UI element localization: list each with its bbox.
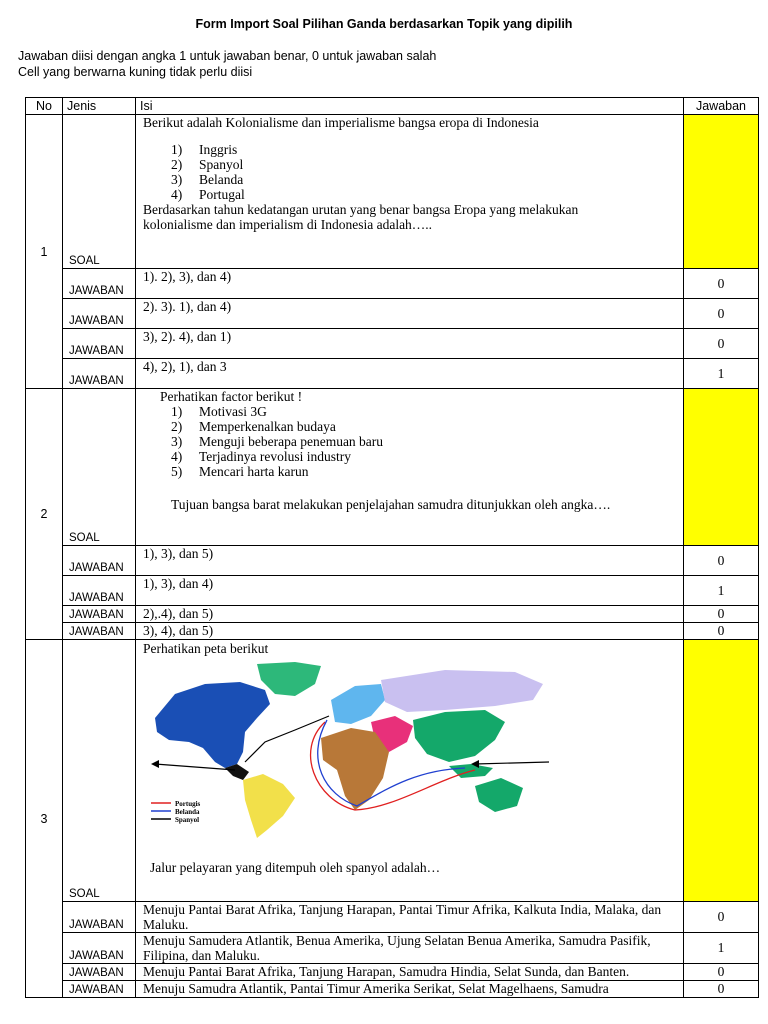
table-row xyxy=(26,576,759,606)
answer-option-text: 3), 2). 4), dan 1) xyxy=(136,329,684,359)
table-row xyxy=(26,299,759,329)
question-options-list xyxy=(171,142,683,202)
list-item: 3) Menguji beberapa penemuan baru xyxy=(171,434,384,449)
row-type-soal: SOAL xyxy=(63,115,136,269)
answer-option-text: Menuju Samudra Atlantik, Pantai Timur Amerika Serikat, Selat Magelhaens, Samudra xyxy=(136,981,684,998)
table-row xyxy=(26,546,759,576)
question-text xyxy=(136,640,684,902)
instruction-note-2: Cell yang berwarna kuning tidak perlu diisi xyxy=(18,65,253,79)
row-type-jawaban: JAWABAN xyxy=(63,576,136,606)
row-type-jawaban: JAWABAN xyxy=(63,981,136,998)
row-type-jawaban: JAWABAN xyxy=(63,269,136,299)
table-row xyxy=(26,933,759,964)
question-intro: Berikut adalah Kolonialisme dan imperialisme bangsa eropa di Indonesia xyxy=(143,115,539,130)
answer-value[interactable]: 0 xyxy=(684,546,759,576)
list-item: 4) Terjadinya revolusi industry xyxy=(171,449,352,464)
table-row xyxy=(26,269,759,299)
row-type-jawaban: JAWABAN xyxy=(63,964,136,981)
table-row xyxy=(26,606,759,623)
legend-label-portugis: Portugis xyxy=(175,800,201,808)
answer-option-text: Menuju Samudera Atlantik, Benua Amerika, Ujung Selatan Benua Amerika, Samudra Pasifik, Filipina, dan Maluku. xyxy=(136,933,684,964)
answer-option-text: 3), 4), dan 5) xyxy=(136,623,684,640)
answer-value[interactable]: 1 xyxy=(684,933,759,964)
table-row xyxy=(26,389,759,546)
row-type-soal: SOAL xyxy=(63,389,136,546)
row-type-jawaban: JAWABAN xyxy=(63,546,136,576)
answer-option-text: 1), 3), dan 4) xyxy=(136,576,684,606)
answer-value[interactable]: 0 xyxy=(684,299,759,329)
answer-option-text: Menuju Pantai Barat Afrika, Tanjung Harapan, Pantai Timur Afrika, Kalkuta India, Malaka, dan Maluku. xyxy=(136,902,684,933)
row-type-jawaban: JAWABAN xyxy=(63,329,136,359)
question-intro: Perhatikan factor berikut ! xyxy=(160,389,303,404)
table-row xyxy=(26,964,759,981)
answer-option-text: 1), 3), dan 5) xyxy=(136,546,684,576)
table-row xyxy=(26,981,759,998)
table-row xyxy=(26,359,759,389)
question-number: 2 xyxy=(26,389,63,640)
list-item: 5) Mencari harta karun xyxy=(171,464,309,479)
question-text xyxy=(136,115,684,269)
row-type-jawaban: JAWABAN xyxy=(63,359,136,389)
question-number: 3 xyxy=(26,640,63,998)
answer-value[interactable]: 0 xyxy=(684,981,759,998)
column-header-jawaban: Jawaban xyxy=(684,98,759,115)
page-title: Form Import Soal Pilihan Ganda berdasarkan Topik yang dipilih xyxy=(195,17,573,31)
row-type-jawaban: JAWABAN xyxy=(63,933,136,964)
answer-value[interactable]: 1 xyxy=(684,576,759,606)
table-row xyxy=(26,329,759,359)
legend-label-spanyol: Spanyol xyxy=(175,816,200,824)
question-table xyxy=(25,97,759,998)
list-item: 2) Memperkenalkan budaya xyxy=(171,419,336,434)
question-intro: Perhatikan peta berikut xyxy=(143,641,269,656)
table-row xyxy=(26,902,759,933)
answer-value[interactable]: 0 xyxy=(684,623,759,640)
answer-option-text: 4), 2), 1), dan 3 xyxy=(136,359,684,389)
answer-cell-blocked xyxy=(684,389,759,546)
column-header-isi: Isi xyxy=(136,98,684,115)
answer-cell-blocked xyxy=(684,640,759,902)
list-item: 2) Spanyol xyxy=(171,157,244,172)
question-text xyxy=(136,389,684,546)
instruction-note-1: Jawaban diisi dengan angka 1 untuk jawaban benar, 0 untuk jawaban salah xyxy=(18,49,437,63)
answer-value[interactable]: 0 xyxy=(684,269,759,299)
answer-option-text: 2),.4), dan 5) xyxy=(136,606,684,623)
table-row xyxy=(26,115,759,269)
table-row xyxy=(26,623,759,640)
answer-option-text: 2). 3). 1), dan 4) xyxy=(136,299,684,329)
table-row xyxy=(26,640,759,902)
row-type-jawaban: JAWABAN xyxy=(63,902,136,933)
answer-option-text: Menuju Pantai Barat Afrika, Tanjung Harapan, Samudra Hindia, Selat Sunda, dan Banten. xyxy=(136,964,684,981)
row-type-jawaban: JAWABAN xyxy=(63,299,136,329)
world-map-image xyxy=(145,660,555,840)
answer-cell-blocked xyxy=(684,115,759,269)
answer-value[interactable]: 0 xyxy=(684,964,759,981)
legend-label-belanda: Belanda xyxy=(175,808,200,816)
list-item: 1) Inggris xyxy=(171,142,238,157)
answer-value[interactable]: 0 xyxy=(684,606,759,623)
answer-value[interactable]: 1 xyxy=(684,359,759,389)
question-prompt: Berdasarkan tahun kedatangan urutan yang benar bangsa Eropa yang melakukan kolonialisme dan imperialism di Indonesia adalah….. xyxy=(143,202,579,232)
answer-option-text: 1). 2), 3), dan 4) xyxy=(136,269,684,299)
question-prompt: Tujuan bangsa barat melakukan penjelajahan samudra ditunjukkan oleh angka…. xyxy=(171,497,611,512)
question-options-list xyxy=(171,404,683,479)
list-item: 3) Belanda xyxy=(171,172,244,187)
question-prompt: Jalur pelayaran yang ditempuh oleh spanyol adalah… xyxy=(150,860,441,875)
row-type-jawaban: JAWABAN xyxy=(63,623,136,640)
list-item: 4) Portugal xyxy=(171,187,245,202)
list-item: 1) Motivasi 3G xyxy=(171,404,267,419)
column-header-jenis: Jenis xyxy=(63,98,136,115)
table-header-row xyxy=(26,98,759,115)
row-type-jawaban: JAWABAN xyxy=(63,606,136,623)
row-type-soal: SOAL xyxy=(63,640,136,902)
answer-value[interactable]: 0 xyxy=(684,902,759,933)
answer-value[interactable]: 0 xyxy=(684,329,759,359)
question-number: 1 xyxy=(26,115,63,389)
column-header-no: No xyxy=(26,98,63,115)
